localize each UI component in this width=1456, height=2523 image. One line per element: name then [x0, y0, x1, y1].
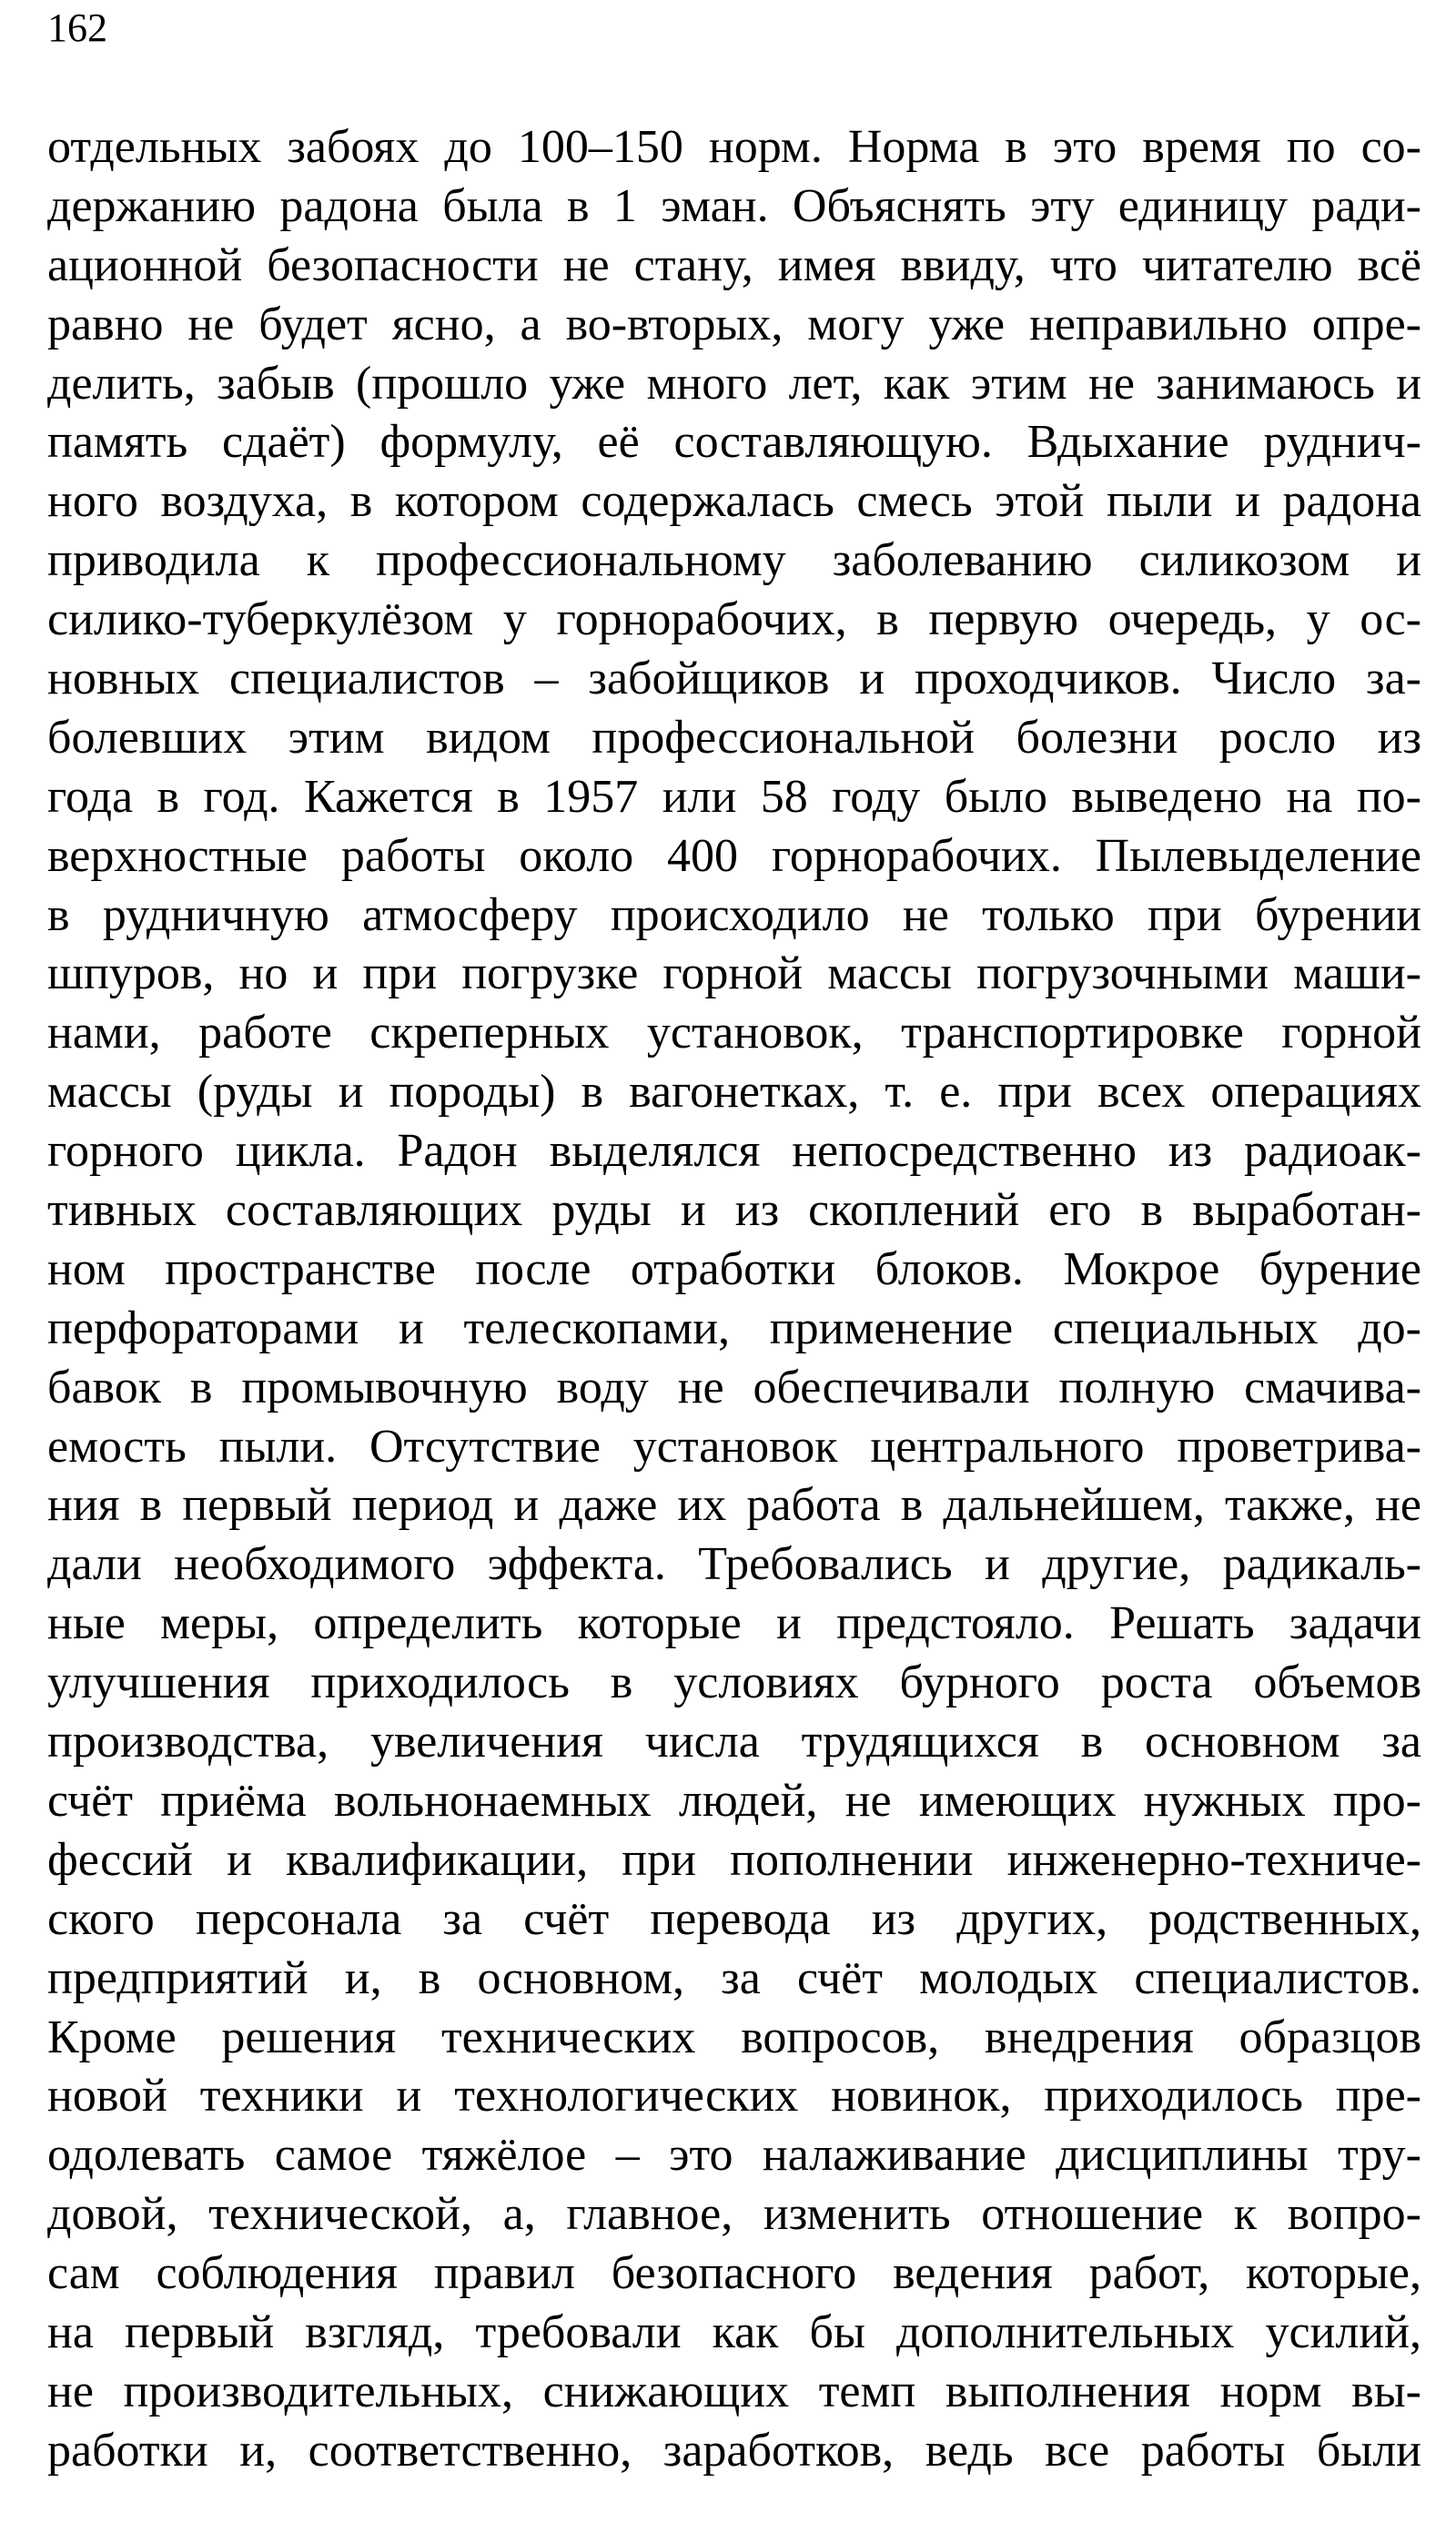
text-line: верхностные работы около 400 горнорабочих. Пылевыделение	[47, 829, 1421, 882]
text-line: фессий и квалификации, при пополнении инженерно-техниче-	[47, 1833, 1421, 1886]
text-line: тивных составляющих руды и из скоплений его в выработан-	[47, 1184, 1421, 1237]
text-line: дали необходимого эффекта. Требовались и другие, радикаль-	[47, 1538, 1421, 1591]
text-line: сам соблюдения правил безопасного ведения работ, которые,	[47, 2247, 1421, 2300]
text-line: отдельных забоях до 100–150 норм. Норма в это время по со-	[47, 121, 1421, 173]
text-line: бавок в промывочную воду не обеспечивали полную смачива-	[47, 1361, 1421, 1413]
text-line: ского персонала за счёт перевода из других, родственных,	[47, 1892, 1421, 1945]
text-line: в рудничную атмосферу происходило не только при бурении	[47, 888, 1421, 941]
text-line: равно не будет ясно, а во-вторых, могу уже неправильно опре-	[47, 298, 1421, 350]
body-text	[47, 118, 1421, 2481]
text-line: новных специалистов – забойщиков и проходчиков. Число за-	[47, 653, 1421, 705]
text-line: одолевать самое тяжёлое – это налаживание дисциплины тру-	[47, 2129, 1421, 2182]
text-line: шпуров, но и при погрузке горной массы погрузочными маши-	[47, 947, 1421, 1000]
text-line: на первый взгляд, требовали как бы дополнительных усилий,	[47, 2305, 1421, 2358]
text-line: массы (руды и породы) в вагонетках, т. е. при всех операциях	[47, 1066, 1421, 1119]
text-line: не производительных, снижающих темп выполнения норм вы-	[47, 2365, 1421, 2417]
text-line: делить, забыв (прошло уже много лет, как этим не занимаюсь и	[47, 357, 1421, 410]
text-line: довой, технической, а, главное, изменить отношение к вопро-	[47, 2188, 1421, 2241]
text-line: силико-туберкулёзом у горнорабочих, в первую очередь, у ос-	[47, 593, 1421, 646]
text-line: Кроме решения технических вопросов, внедрения образцов	[47, 2011, 1421, 2063]
text-line: ные меры, определить которые и предстояло. Решать задачи	[47, 1597, 1421, 1650]
text-line: новой техники и технологических новинок, приходилось пре-	[47, 2070, 1421, 2123]
text-line: перфораторами и телескопами, применение специальных до-	[47, 1302, 1421, 1354]
text-line: держанию радона была в 1 эман. Объяснять эту единицу ради-	[47, 179, 1421, 232]
text-line: емость пыли. Отсутствие установок центрального проветрива-	[47, 1420, 1421, 1473]
text-line: года в год. Кажется в 1957 или 58 году было выведено на по-	[47, 770, 1421, 823]
text-line: ного воздуха, в котором содержалась смесь этой пыли и радона	[47, 475, 1421, 528]
text-line: производства, увеличения числа трудящихся в основном за	[47, 1716, 1421, 1768]
text-line: ном пространстве после отработки блоков. Мокрое бурение	[47, 1242, 1421, 1295]
text-line: ационной безопасности не стану, имея ввиду, что читателю всё	[47, 238, 1421, 291]
text-line: нами, работе скреперных установок, транспортировке горной	[47, 1007, 1421, 1059]
text-line: горного цикла. Радон выделялся непосредственно из радиоак-	[47, 1125, 1421, 1178]
text-line: предприятий и, в основном, за счёт молодых специалистов.	[47, 1951, 1421, 2004]
page-number: 162	[47, 5, 107, 50]
text-line: приводила к профессиональному заболеванию силикозом и	[47, 534, 1421, 587]
text-line: ния в первый период и даже их работа в дальнейшем, также, не	[47, 1479, 1421, 1532]
text-line: работки и, соответственно, заработков, ведь все работы были	[47, 2424, 1421, 2477]
text-line: болевших этим видом профессиональной болезни росло из	[47, 711, 1421, 764]
text-line: счёт приёма вольнонаемных людей, не имеющих нужных про-	[47, 1774, 1421, 1827]
text-line: улучшения приходилось в условиях бурного роста объемов	[47, 1657, 1421, 1709]
text-line: память сдаёт) формулу, её составляющую. Вдыхание руднич-	[47, 416, 1421, 469]
